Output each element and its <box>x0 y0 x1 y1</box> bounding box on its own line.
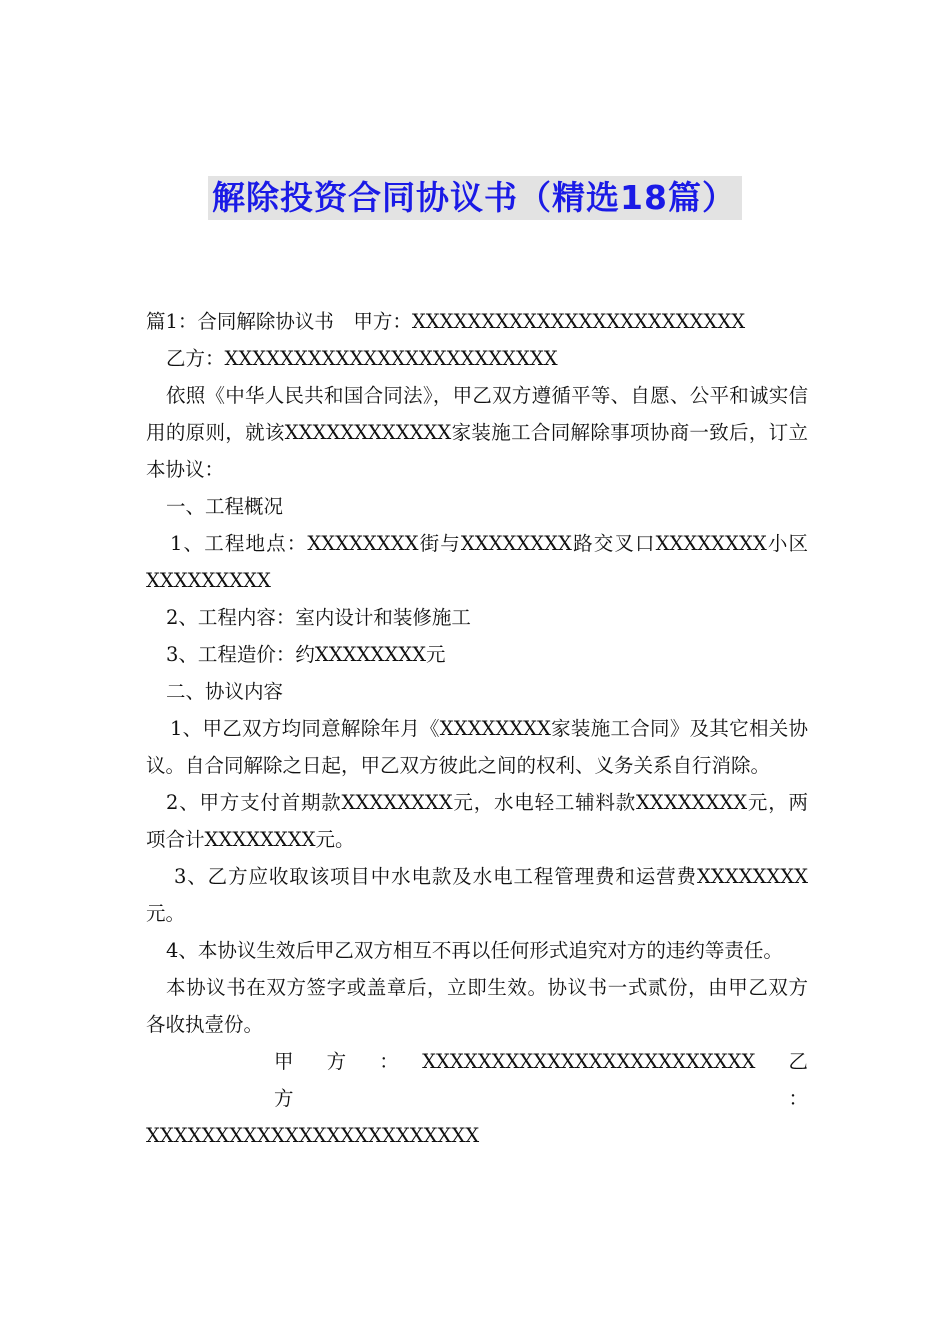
paragraph-project-location: 1、工程地点：XXXXXXXX街与XXXXXXXX路交叉口XXXXXXXX小区XXXXXXXXX <box>146 532 808 592</box>
paragraph-project-cost: 3、工程造价：约XXXXXXXX元 <box>166 643 446 666</box>
paragraph-clause-1: 1、甲乙双方均同意解除年月《XXXXXXXX家装施工合同》及其它相关协议。自合同解除之日起，甲乙双方彼此之间的权利、义务关系自行消除。 <box>146 717 808 777</box>
document-body <box>146 303 828 1154</box>
signature-line-continued: XXXXXXXXXXXXXXXXXXXXXXXX <box>146 1124 480 1147</box>
paragraph-effectiveness: 本协议书在双方签字或盖章后，立即生效。协议书一式贰份，由甲乙双方各收执壹份。 <box>146 976 808 1036</box>
paragraph-clause-2: 2、甲方支付首期款XXXXXXXX元，水电轻工辅料款XXXXXXXX元，两项合计XXXXXXXX元。 <box>146 791 808 851</box>
paragraph-clause-3: 3、乙方应收取该项目中水电款及水电工程管理费和运营费XXXXXXXX元。 <box>146 865 808 925</box>
section-heading-project-overview: 一、工程概况 <box>166 495 284 518</box>
document-title: 解除投资合同协议书（精选18篇） <box>208 176 742 220</box>
paragraph-party-b: 乙方：XXXXXXXXXXXXXXXXXXXXXXXX <box>166 347 558 370</box>
paragraph-heading-line: 篇1：合同解除协议书 甲方：XXXXXXXXXXXXXXXXXXXXXXXX <box>146 310 746 333</box>
paragraph-preamble: 依照《中华人民共和国合同法》，甲乙双方遵循平等、自愿、公平和诚实信用的原则，就该XXXXXXXXXXXX家装施工合同解除事项协商一致后，订立本协议： <box>146 384 808 481</box>
signature-line: 甲 方 ： XXXXXXXXXXXXXXXXXXXXXXXX 乙 方 ： <box>274 1050 828 1110</box>
paragraph-clause-4: 4、本协议生效后甲乙双方相互不再以任何形式追究对方的违约等责任。 <box>166 939 783 962</box>
paragraph-project-content: 2、工程内容：室内设计和装修施工 <box>166 606 471 629</box>
title-container <box>0 176 950 220</box>
section-heading-agreement-content: 二、协议内容 <box>166 680 284 703</box>
